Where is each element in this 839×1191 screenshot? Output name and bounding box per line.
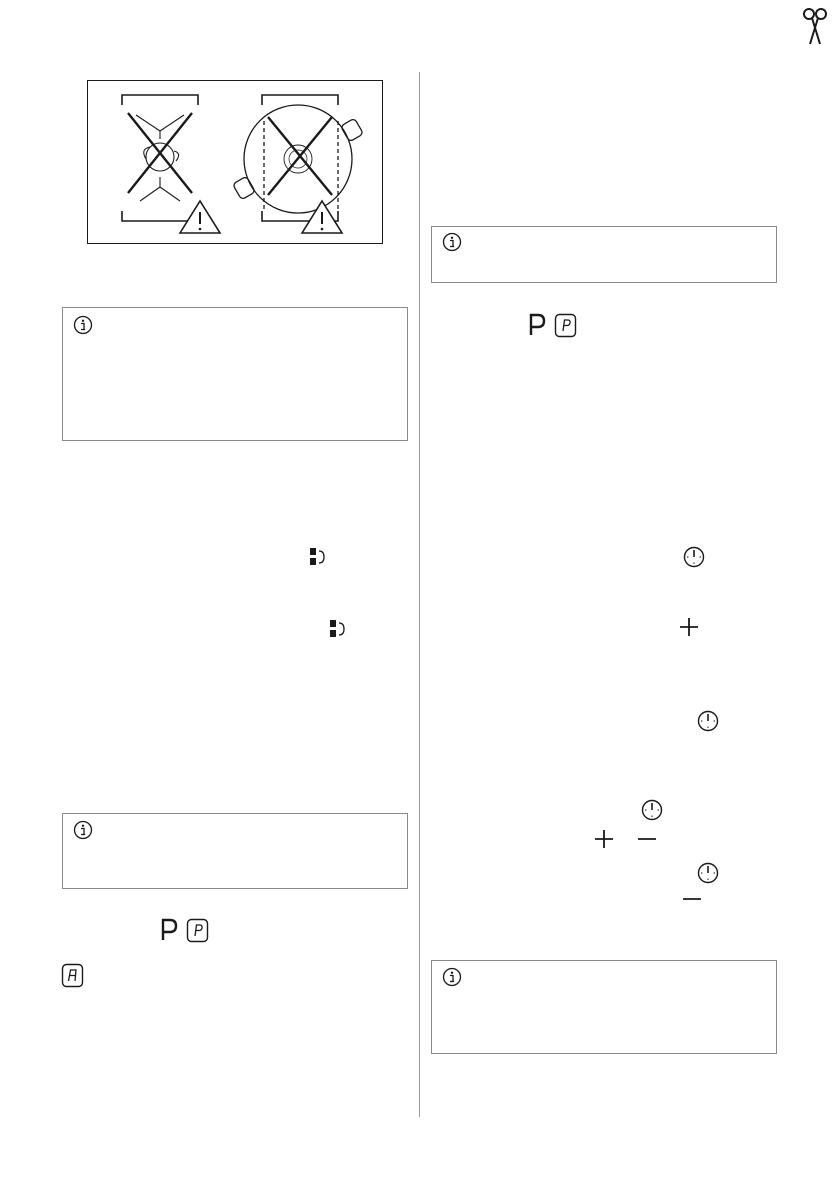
cookware-figure-drawing <box>88 81 384 245</box>
timer-icon <box>696 709 720 733</box>
warning-triangle-icon <box>180 201 220 233</box>
plus-icon <box>678 616 700 638</box>
cookware-placement-figure <box>87 80 383 244</box>
timer-icon <box>682 545 706 569</box>
minus-icon <box>681 888 703 910</box>
info-icon <box>73 315 93 335</box>
p-letter-icon <box>528 313 546 337</box>
timer-icon <box>640 798 664 822</box>
info-note <box>62 307 408 441</box>
warning-triangle-icon <box>302 201 342 233</box>
scissors-icon <box>800 6 830 46</box>
column-divider <box>419 72 420 1117</box>
info-note <box>62 813 408 889</box>
right-cross-mark <box>268 117 332 195</box>
p-letter-icon <box>160 918 178 942</box>
plus-icon <box>593 828 615 850</box>
info-icon <box>442 967 462 987</box>
info-icon <box>442 232 462 252</box>
hob-indicator-icon <box>328 618 346 640</box>
info-note <box>431 226 777 283</box>
p-display-icon <box>186 918 210 944</box>
info-note <box>431 960 777 1054</box>
small-pot-drawing <box>136 115 184 201</box>
hob-indicator-icon <box>308 546 326 568</box>
p-display-icon <box>554 313 578 339</box>
timer-icon <box>696 861 720 885</box>
left-cooking-zone <box>122 95 198 221</box>
info-icon <box>73 820 93 840</box>
a-display-icon <box>61 963 85 989</box>
minus-icon <box>636 828 658 850</box>
